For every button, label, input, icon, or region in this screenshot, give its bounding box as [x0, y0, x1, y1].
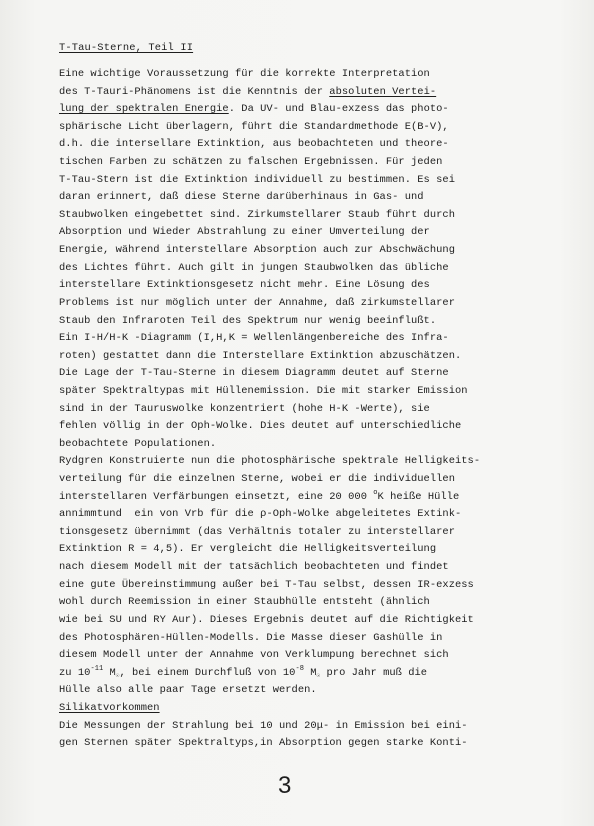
text-line-4: sphärische Licht überlagern, führt die Standardmethode E(B-V), [59, 120, 449, 133]
text-line-26-a: annimmtund ein von Vrb für die [59, 508, 261, 521]
text-line-38-a: Die Messungen der Strahlung bei 10 und 20 [59, 719, 317, 732]
text-line-7: T-Tau-Stern ist die Extinktion individuell zu bestimmen. Es sei [59, 173, 455, 186]
exponent-minus-11: -11 [90, 664, 104, 673]
text-line-35-e: pro Jahr muß die [320, 666, 428, 679]
text-line-34: diesem Modell unter der Annahme von Verklumpung berechnet sich [59, 649, 449, 662]
text-line-35-a: zu 10 [59, 666, 91, 679]
mu-symbol: μ [316, 719, 323, 732]
text-line-2 [59, 84, 529, 102]
solar-symbol: ☉ [115, 671, 120, 679]
text-line-35-d: M [303, 666, 317, 679]
text-line-8: daran erinnert, daß diese Sterne darüberhinaus in Gas- und [59, 191, 424, 204]
subsection-heading-silicates: Silikatvorkommen [59, 701, 160, 714]
text-line-25 [59, 489, 529, 507]
exponent-minus-8: -8 [295, 664, 304, 673]
text-line-35-b: M [103, 666, 116, 679]
text-line-18: Die Lage der T-Tau-Sterne in diesem Diagramm deutet auf Sterne [59, 367, 449, 380]
text-line-32: wie bei SU und RY Aur). Dieses Ergebnis deutet auf die Richtigkeit [59, 613, 474, 626]
text-line-13: interstellare Extinktionsgesetz nicht mehr. Eine Lösung des [59, 279, 430, 292]
text-line-25-b: K heiße Hülle [377, 490, 460, 503]
text-line-31: wohl durch Reemission in einer Staubhülle entsteht (ähnlich [59, 596, 430, 609]
text-line-38 [59, 718, 529, 736]
text-line-2-plain: des T-Tauri-Phänomens ist die Kenntnis der [59, 85, 323, 98]
text-line-30: eine gute Übereinstimmung außer bei T-Tau selbst, dessen IR-exzess [59, 578, 474, 591]
text-line-11: Energie, während interstellare Absorption auch zur Abschwächung [59, 244, 455, 257]
text-line-27: tionsgesetz übernimmt (das Verhältnis totaler zu interstellarer [59, 525, 455, 538]
text-line-16: Ein I-H/H-K -Diagramm (I,H,K = Wellenlängenbereiche des Infra- [59, 332, 449, 345]
text-line-15: Staub den Infraroten Teil des Spektrum nur wenig beeinflußt. [59, 314, 437, 327]
text-line-37 [59, 700, 529, 718]
text-line-1: Eine wichtige Voraussetzung für die korrekte Interpretation [59, 68, 430, 80]
section-heading: T-Tau-Sterne, Teil II [59, 42, 194, 54]
text-line-24: verteilung für die einzelnen Sterne, wobei er die individuellen [59, 473, 455, 486]
text-line-38-b: - in Emission bei eini- [323, 719, 468, 732]
text-line-23: Rydgren Konstruierte nun die photosphärische spektrale Helligkeits- [59, 455, 481, 468]
text-line-35-c: , bei einem Durchfluß von 10 [119, 666, 296, 679]
text-line-6: tischen Farben zu schätzen zu falschen Ergebnissen. Für jeden [59, 156, 443, 169]
body-text [59, 66, 529, 753]
text-line-3-plain: . Da UV- und Blau-exzess das photo- [228, 103, 449, 116]
page-number: 3 [278, 772, 292, 799]
text-line-36: Hülle also alle paar Tage ersetzt werden. [59, 684, 317, 697]
text-line-33: des Photosphären-Hüllen-Modells. Die Masse dieser Gashülle in [59, 631, 443, 644]
text-line-10: Absorption und Wieder Abstrahlung zu einer Umverteilung der [59, 226, 430, 239]
degree-superscript: o [373, 488, 378, 497]
underlined-term-absolute-distribution: absoluten Vertei- [329, 85, 437, 98]
text-line-39: gen Sternen später Spektraltyps,in Absorption gegen starke Konti- [59, 737, 468, 750]
text-line-9: Staubwolken eingebettet sind. Zirkumstellarer Staub führt durch [59, 208, 455, 221]
text-line-29: nach diesem Modell mit der tatsächlich beobachteten und findet [59, 561, 449, 574]
text-line-12: des Lichtes führt. Auch gilt in jungen Staubwolken das übliche [59, 261, 449, 274]
text-line-3 [59, 101, 529, 119]
solar-symbol: ☉ [316, 671, 321, 679]
text-line-17: roten) gestattet dann die Interstellare Extinktion abzuschätzen. [59, 349, 462, 362]
text-line-26-b: -Oph-Wolke abgeleitetes Extink- [266, 508, 462, 521]
text-line-21: fehlen völlig in der Oph-Wolke. Dies deutet auf unterschiedliche [59, 420, 462, 433]
text-line-25-a: interstellaren Verfärbungen einsetzt, eine 20 000 [59, 490, 374, 503]
text-line-35 [59, 665, 529, 683]
text-line-26 [59, 506, 529, 524]
text-line-28: Extinktion R = 4,5). Er vergleicht die Helligkeitsverteilung [59, 543, 437, 556]
text-line-14: Problems ist nur möglich unter der Annahme, daß zirkumstellarer [59, 296, 455, 309]
underlined-term-spectral-energy: lung der spektralen Energie [59, 103, 229, 116]
text-line-20: sind in der Tauruswolke konzentriert (hohe H-K -Werte), sie [59, 402, 430, 415]
text-line-22: beobachtete Populationen. [59, 437, 217, 450]
text-line-5: d.h. die intersellare Extinktion, aus beobachteten und theore- [59, 138, 449, 151]
rho-symbol: ρ [260, 508, 267, 521]
text-line-19: später Spektraltypas mit Hüllenemission. Die mit starker Emission [59, 384, 468, 397]
